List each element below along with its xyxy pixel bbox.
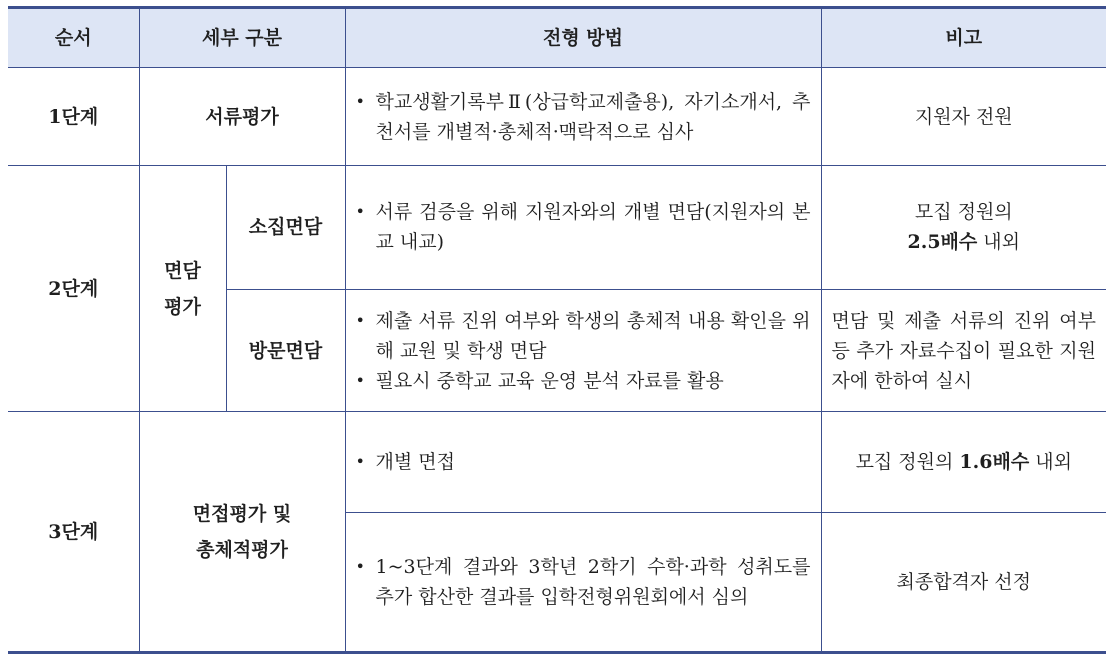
- stage3-row1-note-tail: 내외: [1029, 451, 1072, 474]
- header-detail: 세부 구분: [139, 8, 345, 68]
- stage2-sub2-method-cell: [345, 289, 821, 412]
- stage2-sub1-label: 소집면담: [226, 165, 345, 289]
- stage2-sub2-label: 방문면담: [226, 289, 345, 412]
- header-row: [8, 8, 1106, 68]
- stage2-sub1-note-line2: [832, 227, 1097, 257]
- stage2-order: 2단계: [8, 165, 139, 412]
- stage3-row2-method: • 1~3단계 결과와 3학년 2학기 수학·과학 성취도를 추가 합산한 결과를 입학전형위원회에서 심의: [356, 552, 811, 612]
- stage2-sub1-method: • 서류 검증을 위해 지원자와의 개별 면담(지원자의 본교 내교): [356, 197, 811, 257]
- stage3-order: 3단계: [8, 412, 139, 653]
- stage2-sub1-note-tail: 내외: [977, 231, 1020, 254]
- stage2-sub2-method1: • 제출 서류 진위 여부와 학생의 총체적 내용 확인을 위해 교원 및 학생 면담: [356, 306, 811, 366]
- admission-process-table: [8, 6, 1106, 654]
- stage2-sub1-method-cell: [345, 165, 821, 289]
- stage3-row2-method-cell: [345, 513, 821, 653]
- stage3-row1: [8, 412, 1106, 513]
- stage2-sub1-row: [8, 165, 1106, 289]
- stage2-group: [139, 165, 226, 412]
- stage2-sub1-note: [821, 165, 1106, 289]
- header-method: 전형 방법: [345, 8, 821, 68]
- stage3-row1-method-cell: [345, 412, 821, 513]
- stage2-sub2-method2: • 필요시 중학교 교육 운영 분석 자료를 활용: [356, 366, 811, 396]
- stage3-row1-note-strong: 1.6배수: [959, 451, 1030, 474]
- stage1-row: [8, 68, 1106, 166]
- stage2-sub2-note: 면담 및 제출 서류의 진위 여부 등 추가 자료수집이 필요한 지원자에 한하여 실시: [821, 289, 1106, 412]
- stage1-method: • 학교생활기록부Ⅱ(상급학교제출용), 자기소개서, 추천서를 개별적·총체적·맥락적으로 심사: [356, 87, 811, 147]
- header-note: 비고: [821, 8, 1106, 68]
- stage3-detail-line1: 면접평가 및: [192, 502, 292, 525]
- stage3-row1-method: • 개별 면접: [356, 447, 811, 477]
- stage2-sub1-note-line1: 모집 정원의: [914, 201, 1013, 224]
- stage1-order: 1단계: [8, 68, 139, 166]
- stage1-method-cell: [345, 68, 821, 166]
- stage1-note: 지원자 전원: [821, 68, 1106, 166]
- stage3-row1-note: [821, 412, 1106, 513]
- stage3-row2-note: 최종합격자 선정: [821, 513, 1106, 653]
- stage3-row1-note-head: 모집 정원의: [855, 451, 960, 474]
- stage2-group-label: 면담 평가: [164, 259, 201, 318]
- stage3-detail-line2: 총체적평가: [196, 538, 288, 561]
- stage1-detail: 서류평가: [139, 68, 345, 166]
- stage2-sub1-note-strong: 2.5배수: [907, 231, 978, 254]
- stage3-detail: [139, 412, 345, 653]
- header-order: 순서: [8, 8, 139, 68]
